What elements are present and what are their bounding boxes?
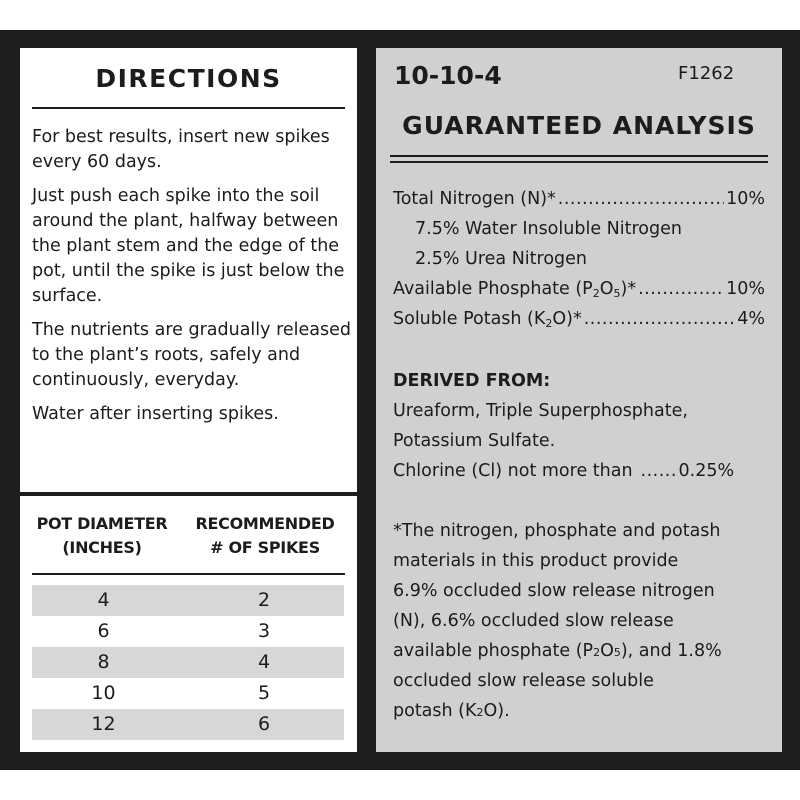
derived-from-line: Potassium Sulfate. (393, 431, 556, 451)
footnote (393, 516, 765, 726)
footnote-line: *The nitrogen, phosphate and potash (393, 521, 721, 541)
pot-diameter-cell: 4 (97, 589, 110, 611)
footnote-line: materials in this product provide (393, 551, 679, 571)
footnote-line: potash (K 2 O). (393, 701, 510, 721)
table-row (32, 585, 344, 616)
directions-paragraph: Just push each spike into the soil around the plant, halfway between the plant stem and the edge of the pot, until the spike is just below the surface. (32, 186, 345, 306)
soluble-potash-line (393, 304, 765, 334)
total-nitrogen-value: 10% (726, 189, 765, 209)
urea-nitrogen-text: 2.5% Urea Nitrogen (415, 249, 587, 269)
directions-paragraph: Water after inserting spikes. (32, 404, 279, 424)
spike-count-cell: 6 (257, 713, 271, 735)
water-insoluble-nitrogen-line (393, 214, 765, 244)
table-row (32, 616, 344, 647)
footnote-line: 6.9% occluded slow release nitrogen (393, 581, 715, 601)
total-nitrogen-label: Total Nitrogen (N)* (393, 189, 556, 209)
derived-from-line: Ureaform, Triple Superphosphate, (393, 401, 688, 421)
spike-count-cell: 2 (257, 589, 271, 611)
directions-body (32, 125, 354, 436)
chlorine-value: 0.25% (678, 461, 735, 481)
footnote-line: available phosphate (P 2 O 5 ), and 1.8% (393, 641, 722, 661)
chlorine-line (393, 456, 765, 486)
guaranteed-analysis-panel (376, 48, 782, 752)
nutrient-list (393, 184, 765, 334)
derived-from-section (393, 366, 765, 486)
spike-count-cell: 3 (257, 620, 271, 642)
table-row (32, 709, 344, 740)
total-nitrogen-line (393, 184, 765, 214)
product-code: F1262 (678, 63, 735, 84)
directions-paragraph: For best results, insert new spikes every 60 days. (32, 127, 330, 172)
spike-table-panel (20, 496, 357, 752)
analysis-divider-bottom (390, 161, 768, 163)
footnote-line: (N), 6.6% occluded slow release (393, 611, 674, 631)
recommended-spikes-header-line1: RECOMMENDED (195, 514, 335, 533)
available-phosphate-value: 10% (726, 279, 765, 299)
pot-diameter-header-line1: POT DIAMETER (36, 514, 168, 533)
guaranteed-analysis-title: GUARANTEED ANALYSIS (402, 111, 756, 140)
urea-nitrogen-line (393, 244, 765, 274)
footnote-line: occluded slow release soluble (393, 671, 654, 691)
analysis-divider-top (390, 155, 768, 157)
table-header-divider (32, 573, 345, 575)
spike-count-cell: 5 (257, 682, 271, 704)
chlorine-label: Chlorine (Cl) not more than (393, 461, 633, 481)
pot-diameter-cell: 8 (97, 651, 110, 673)
fertilizer-grade: 10-10-4 (394, 61, 502, 90)
recommended-spikes-header (180, 512, 350, 560)
pot-diameter-header (28, 512, 176, 560)
pot-diameter-cell: 10 (91, 682, 116, 704)
pot-diameter-cell: 12 (91, 713, 116, 735)
directions-panel (20, 48, 357, 492)
pot-diameter-header-line2: (INCHES) (62, 538, 142, 557)
table-row (32, 647, 344, 678)
dot-leader (558, 184, 724, 214)
directions-paragraph: The nutrients are gradually released to the plant’s roots, safely and continuously, everyday. (32, 320, 351, 390)
water-insoluble-nitrogen-text: 7.5% Water Insoluble Nitrogen (415, 219, 682, 239)
available-phosphate-label: Available Phosphate $(P_2O_5)*$ (393, 279, 637, 300)
table-row (32, 678, 344, 709)
available-phosphate-line (393, 274, 765, 304)
soluble-potash-value: 4% (737, 309, 765, 329)
recommended-spikes-header-line2: # OF SPIKES (210, 538, 320, 557)
pot-diameter-cell: 6 (97, 620, 110, 642)
dot-leader (584, 304, 736, 334)
spike-count-cell: 4 (257, 651, 271, 673)
dot-leader (638, 274, 724, 304)
soluble-potash-label: Soluble Potash $(K_2O)*$ (393, 309, 582, 330)
derived-from-heading: DERIVED FROM: (393, 371, 551, 391)
dot-leader (641, 456, 677, 486)
directions-divider (32, 107, 345, 109)
directions-title: DIRECTIONS (95, 64, 282, 93)
